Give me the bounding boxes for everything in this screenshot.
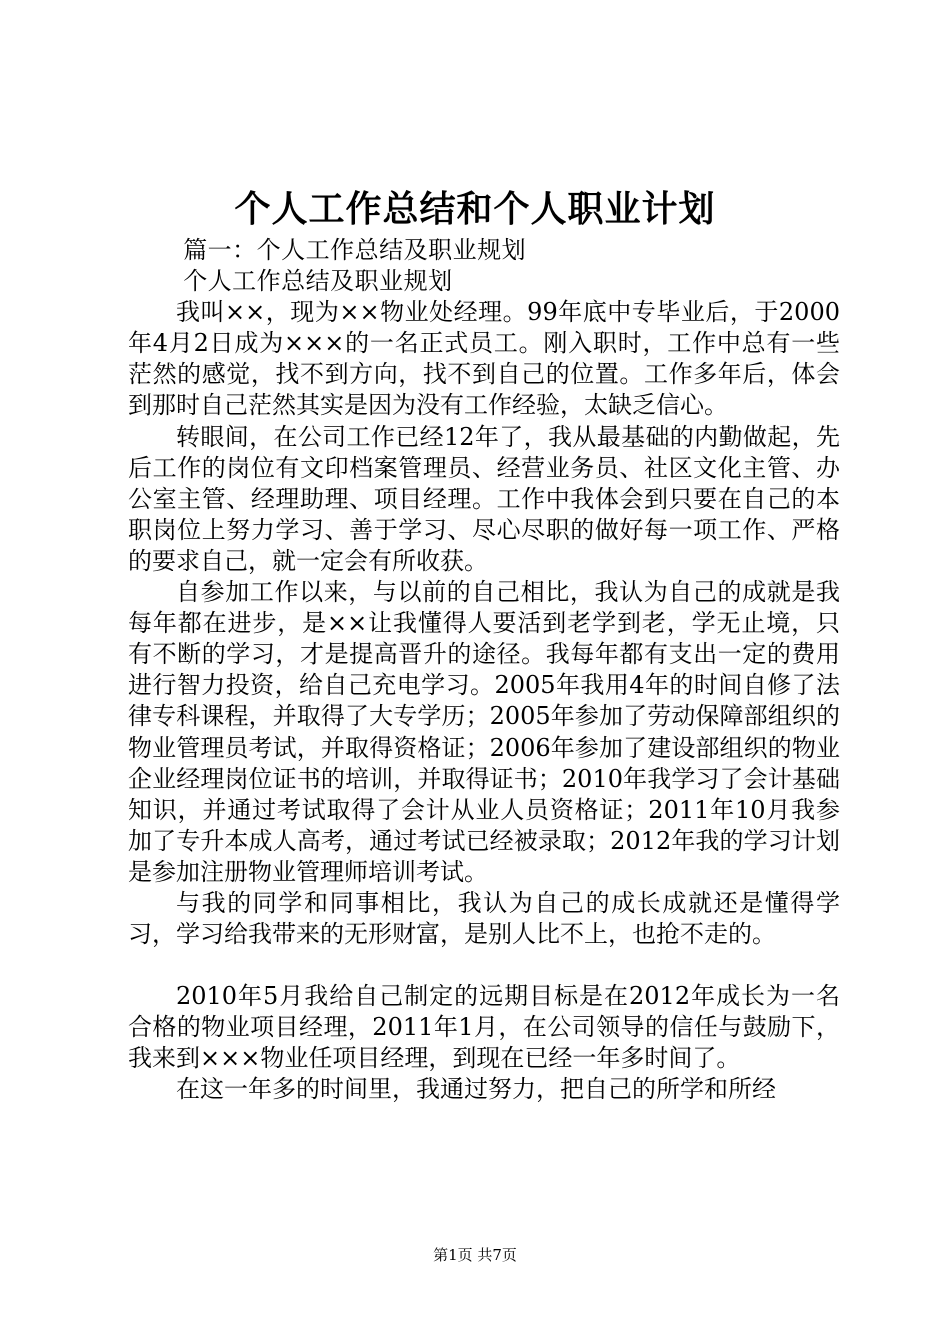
paragraph-goal: 2010年5月我给自己制定的远期目标是在2012年成长为一名合格的物业项目经理，2011年1月，在公司领导的信任与鼓励下，我来到×××物业任项目经理，到现在已经一年多时间了。 <box>128 982 840 1073</box>
section-subheading: 个人工作总结及职业规划 <box>183 267 453 296</box>
paragraph-year: 在这一年多的时间里，我通过努力，把自己的所学和所经 <box>176 1075 776 1104</box>
section-heading: 篇一：个人工作总结及职业规划 <box>183 236 527 264</box>
paragraph-comparison: 与我的同学和同事相比，我认为自己的成长成就还是懂得学习，学习给我带来的无形财富，是别人比不上，也抢不走的。 <box>128 888 840 949</box>
paragraph-learning: 自参加工作以来，与以前的自己相比，我认为自己的成就是我每年都在进步，是××让我懂得人要活到老学到老，学无止境，只有不断的学习，才是提高晋升的途径。我每年都有支出一定的费用进行智力投资，给自己充电学习。2005年我用4年的时间自修了法律专科课程，并取得了大专学历；2005年参加了劳动保障部组织的物业管理员考试，并取得资格证；2006年参加了建设部组织的物业企业经理岗位证书的培训，并取得证书；2010年我学习了会计基础知识，并通过考试取得了会计从业人员资格证；2011年10月我参加了专升本成人高考，通过考试已经被录取；2012年我的学习计划是参加注册物业管理师培训考试。 <box>128 578 840 886</box>
page-footer: 第1页 共7页 <box>433 1246 517 1264</box>
document-title: 个人工作总结和个人职业计划 <box>234 188 716 230</box>
paragraph-intro: 我叫××，现为××物业处经理。99年底中专毕业后，于2000年4月2日成为×××的一名正式员工。刚入职时，工作中总有一些茫然的感觉，找不到方向，找不到自己的位置。工作多年后，体会到那时自己茫然其实是因为没有工作经验，太缺乏信心。 <box>128 298 840 420</box>
paragraph-spacer <box>128 950 840 981</box>
paragraph-career: 转眼间，在公司工作已经12年了，我从最基础的内勤做起，先后工作的岗位有文印档案管理员、经营业务员、社区文化主管、办公室主管、经理助理、项目经理。工作中我体会到只要在自己的本职岗位上努力学习、善于学习、尽心尽职的做好每一项工作、严格的要求自己，就一定会有所收获。 <box>128 422 840 575</box>
document-body <box>128 235 840 1106</box>
